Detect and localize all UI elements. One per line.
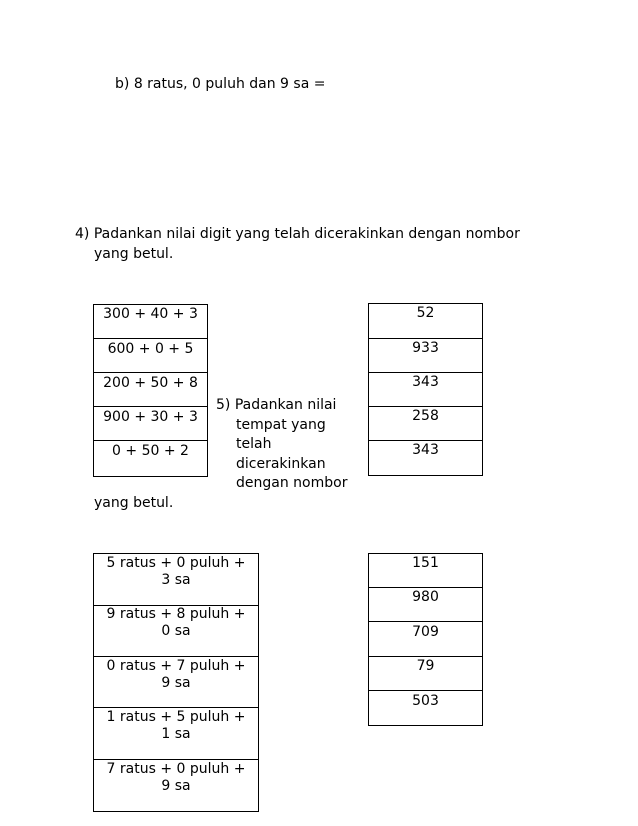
q5-left-text-1a: 5 ratus + 0 puluh +	[106, 555, 246, 571]
q4-left-box-4	[93, 406, 208, 441]
q4-left-box-3	[93, 372, 208, 407]
q4-right-text-2: 933	[412, 340, 439, 356]
q5-line-4: dicerakinkan	[236, 455, 326, 472]
q5-number: 5)	[216, 397, 231, 413]
q4-left-text-2: 600 + 0 + 5	[107, 341, 194, 357]
q5-line-1: Padankan nilai	[234, 397, 337, 413]
q4-right-box-4	[368, 406, 483, 441]
q5-left-box-3	[93, 656, 259, 708]
q4-right-text-5: 343	[412, 442, 439, 458]
q4-line1	[75, 225, 520, 243]
q4-left-text-1: 300 + 40 + 3	[103, 306, 198, 322]
q4-left-text-3: 200 + 50 + 8	[103, 375, 198, 391]
q4-left-text-4: 900 + 30 + 3	[103, 409, 198, 425]
q4-right-text-4: 258	[412, 408, 439, 424]
q5-right-text-5: 503	[412, 693, 439, 709]
q3b-text: 8 ratus, 0 puluh dan 9 sa =	[133, 76, 326, 92]
q5-left-text-1b: 3 sa	[161, 572, 191, 588]
q5-left-text-3a: 0 ratus + 7 puluh +	[106, 658, 246, 674]
q4-right-box-1	[368, 303, 483, 339]
q4-left-box-2	[93, 338, 208, 373]
q5-right-box-5	[368, 690, 483, 726]
q4-right-text-1: 52	[416, 305, 435, 321]
q5-left-box-4	[93, 707, 259, 760]
q4-number: 4)	[75, 226, 90, 242]
q5-left-text-5b: 9 sa	[161, 778, 191, 794]
q5-left-box-1	[93, 553, 259, 606]
q5-right-text-4: 79	[416, 658, 435, 674]
q5-right-box-3	[368, 621, 483, 657]
q5-instruction-tail: yang betul.	[94, 495, 174, 511]
q5-left-text-4a: 1 ratus + 5 puluh +	[106, 709, 246, 725]
q3b-label: b)	[115, 76, 130, 92]
q4-right-box-2	[368, 338, 483, 373]
q5-left-text-3b: 9 sa	[161, 675, 191, 691]
q5-left-box-2	[93, 605, 259, 657]
q4-right-box-5	[368, 440, 483, 476]
q4-instruction-line2: yang betul.	[94, 246, 174, 262]
q4-right-text-3: 343	[412, 374, 439, 390]
q5-line-2: tempat yang	[236, 416, 326, 433]
q4-instruction-line1: Padankan nilai digit yang telah dicerakinkan dengan nombor	[93, 226, 520, 242]
q5-left-text-2a: 9 ratus + 8 puluh +	[106, 606, 246, 622]
q5-line-3: telah	[236, 436, 272, 453]
q5-right-text-1: 151	[412, 555, 439, 571]
q5-left-text-5a: 7 ratus + 0 puluh +	[106, 761, 246, 777]
q5-left-text-2b: 0 sa	[161, 623, 191, 639]
q5-left-text-4b: 1 sa	[161, 726, 191, 742]
q5-instruction	[216, 396, 366, 494]
q5-right-box-2	[368, 587, 483, 622]
q3b-line	[115, 75, 325, 93]
q5-right-text-2: 980	[412, 589, 439, 605]
q4-right-box-3	[368, 372, 483, 407]
q4-left-box-1	[93, 304, 208, 339]
q5-right-box-4	[368, 656, 483, 691]
q5-line-5: dengan nombor	[236, 475, 348, 492]
q4-left-box-5	[93, 440, 208, 477]
q4-left-text-5: 0 + 50 + 2	[112, 443, 189, 459]
q5-left-box-5	[93, 759, 259, 812]
q5-right-text-3: 709	[412, 624, 439, 640]
q5-right-box-1	[368, 553, 483, 588]
